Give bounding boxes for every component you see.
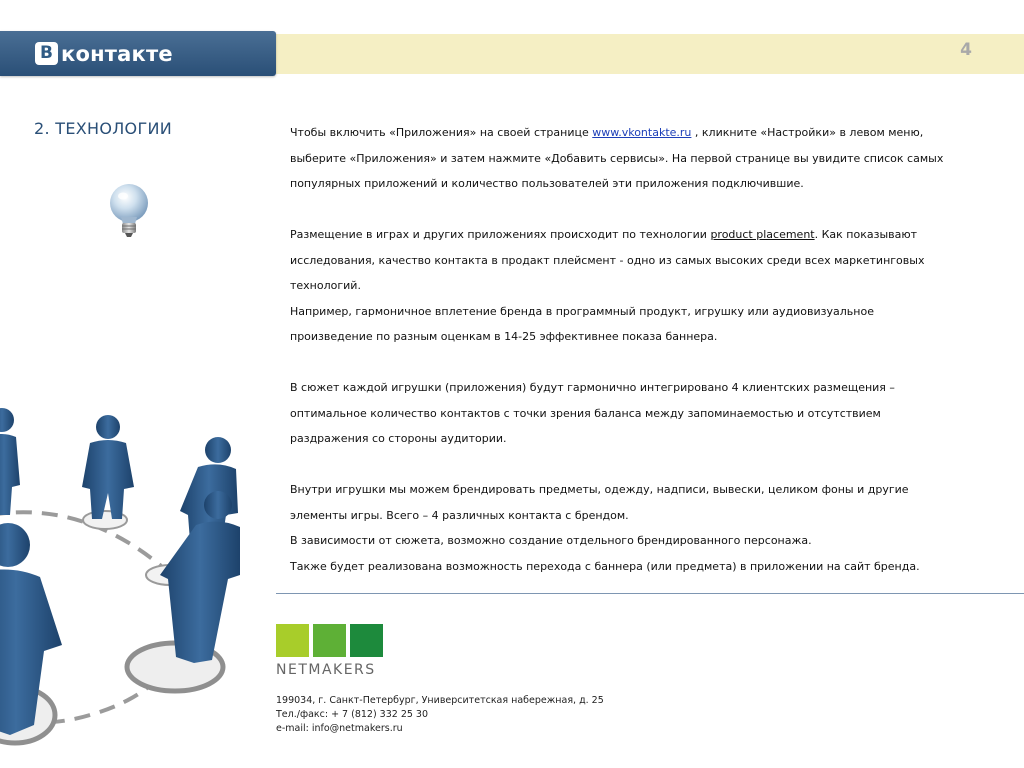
paragraph-5-line-1: Внутри игрушки мы можем брендировать предметы, одежду, надписи, вывески, целиком фоны и другие — [290, 483, 909, 496]
contact-email: e-mail: info@netmakers.ru — [276, 723, 403, 734]
paragraph-2-line-2: исследования, качество контакта в продакт плейсмент - одно из самых высоких среди всех маркетинговых — [290, 253, 925, 267]
contact-info — [276, 694, 604, 736]
vkontakte-logo — [0, 31, 276, 76]
paragraph-6-line-1: В зависимости от сюжета, возможно создание отдельного брендированного персонажа. — [290, 534, 812, 547]
lightbulb-icon — [108, 184, 150, 240]
header-band — [276, 34, 1024, 74]
vk-logo-letter: В — [35, 42, 58, 65]
contact-address: 199034, г. Санкт-Петербург, Университетская набережная, д. 25 — [276, 695, 604, 706]
paragraph-4-line-2: оптимальное количество контактов с точки зрения баланса между запоминаемостью и отсутствием — [290, 406, 881, 420]
paragraph-5-line-2: элементы игры. Всего – 4 различных контакта с брендом. — [290, 508, 629, 522]
person-figure-2 — [82, 415, 134, 519]
footer-divider — [276, 593, 1024, 594]
vk-logo-text: контакте — [61, 41, 173, 66]
vkontakte-link[interactable]: www.vkontakte.ru — [592, 126, 692, 139]
contact-phone: Тел./факс: + 7 (812) 332 25 30 — [276, 709, 429, 720]
paragraph-3-line-2: произведение по разным оценкам в 14-25 эффективнее показа баннера. — [290, 330, 718, 343]
netmakers-name: NETMAKERS — [276, 662, 376, 678]
paragraph-2-line-3: технологий. — [290, 279, 361, 292]
people-network-illustration — [0, 395, 300, 768]
paragraph-3-line-1: Например, гармоничное вплетение бренда в программный продукт, игрушку или аудиовизуальное — [290, 304, 874, 318]
paragraph-1-line-3: популярных приложений и количество пользователей эти приложения подключившие. — [290, 177, 804, 190]
paragraph-2-line-1: Размещение в играх и других приложениях происходит по технологии product placement. Как показывают — [290, 228, 918, 241]
content-text — [290, 120, 990, 579]
product-placement-term: product placement — [710, 228, 815, 241]
paragraph-7-line-1: Также будет реализована возможность перехода с баннера (или предмета) в приложении на сайт бренда. — [290, 559, 920, 573]
paragraph-4-line-3: раздражения со стороны аудитории. — [290, 432, 507, 445]
paragraph-4-line-1: В сюжет каждой игрушки (приложения) будут гармонично интегрировано 4 клиентских размещения – — [290, 381, 895, 394]
section-title: 2. ТЕХНОЛОГИИ — [34, 119, 173, 138]
logo-square-2 — [313, 624, 346, 657]
paragraph-1-line-2: выберите «Приложения» и затем нажмите «Добавить сервисы». На первой странице вы увидите список самых — [290, 151, 944, 165]
paragraph-1-line-1: Чтобы включить «Приложения» на своей странице www.vkontakte.ru , кликните «Настройки» в левом меню, — [290, 126, 924, 139]
person-figure-1 — [0, 408, 20, 515]
page-number: 4 — [960, 40, 972, 60]
logo-square-3 — [350, 624, 383, 657]
